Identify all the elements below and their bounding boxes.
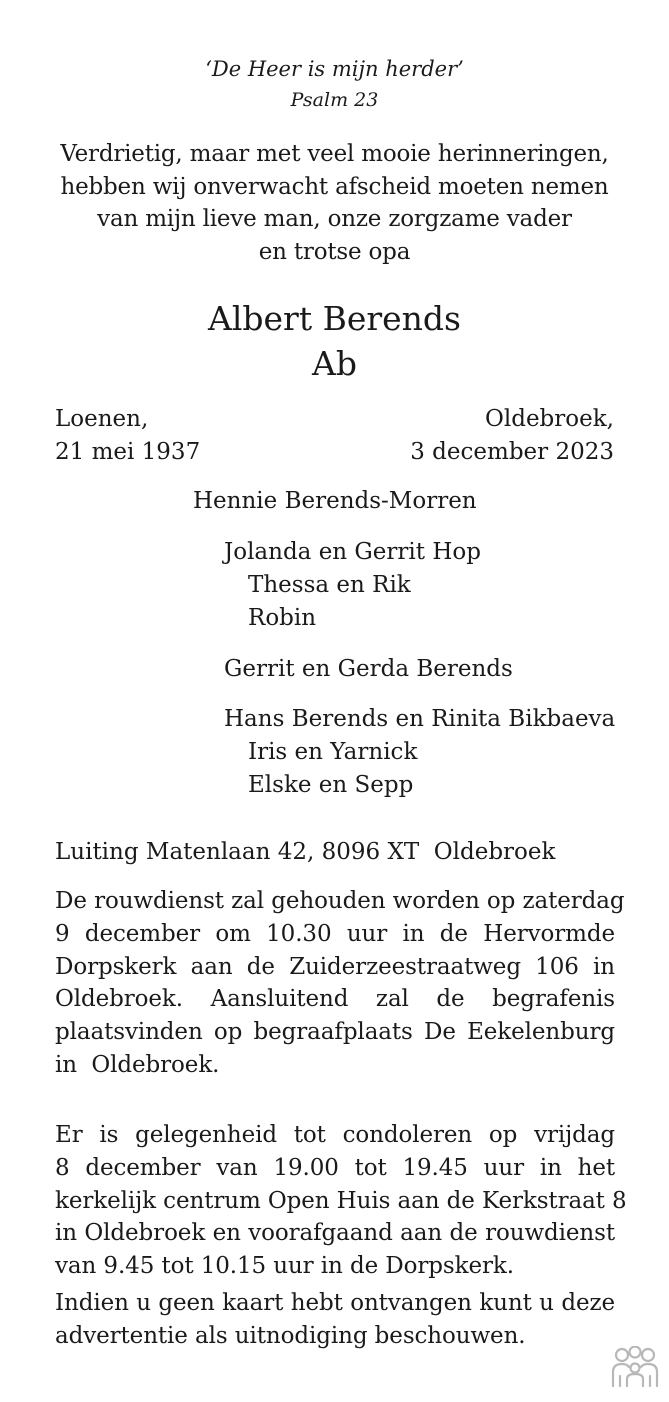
family-child: Robin [248, 605, 317, 631]
service-line: in Oldebroek. [55, 1051, 220, 1078]
condolence-line: in Oldebroek en voorafgaand aan de rouwdienst [55, 1220, 615, 1247]
motto-quote: ‘De Heer is mijn herder’ [205, 57, 464, 81]
service-line: Oldebroek. Aansluitend zal de begrafenis [55, 986, 615, 1013]
birth-date: 21 mei 1937 [55, 439, 201, 465]
family-group-icon [608, 1346, 662, 1388]
intro-line: Verdrietig, maar met veel mooie herinneringen, [60, 141, 609, 167]
service-line: De rouwdienst zal gehouden worden op zaterdag [55, 888, 625, 914]
intro-text [0, 138, 669, 268]
family-child: Thessa en Rik [248, 572, 411, 598]
deceased-name: Albert Berends [208, 299, 461, 338]
service-line: 9 december om 10.30 uur in de Hervormde [55, 920, 615, 947]
home-address: Luiting Matenlaan 42, 8096 XT Oldebroek [55, 839, 556, 865]
closing-paragraph [55, 1287, 615, 1353]
closing-line: advertentie als uitnodiging beschouwen. [55, 1322, 526, 1349]
service-line: plaatsvinden op begraafplaats De Eekelenburg [55, 1019, 615, 1046]
family-child: Iris en Yarnick [248, 739, 418, 765]
condolence-line: van 9.45 tot 10.15 uur in de Dorpskerk. [55, 1253, 514, 1280]
deceased-nickname: Ab [312, 344, 357, 383]
service-paragraph [55, 885, 625, 1082]
family-parents: Jolanda en Gerrit Hop [224, 539, 481, 565]
family-parents: Gerrit en Gerda Berends [224, 656, 513, 682]
service-line: Dorpskerk aan de Zuiderzeestraatweg 106 in [55, 953, 615, 980]
condolence-line: Er is gelegenheid tot condoleren op vrijdag [55, 1122, 615, 1148]
closing-line: Indien u geen kaart hebt ontvangen kunt u deze [55, 1290, 615, 1316]
condolence-paragraph [55, 1119, 627, 1283]
condolence-line: 8 december van 19.00 tot 19.45 uur in het [55, 1154, 615, 1181]
spouse-name: Hennie Berends-Morren [193, 488, 477, 514]
condolence-line: kerkelijk centrum Open Huis aan de Kerkstraat 8 [55, 1187, 627, 1214]
family-child: Elske en Sepp [248, 772, 414, 798]
intro-line: en trotse opa [258, 238, 411, 265]
death-place: Oldebroek, [485, 406, 614, 432]
death-date: 3 december 2023 [410, 439, 614, 465]
birth-place: Loenen, [55, 406, 149, 432]
motto-source: Psalm 23 [290, 89, 379, 111]
intro-line: hebben wij onverwacht afscheid moeten nemen [60, 173, 609, 200]
intro-line: van mijn lieve man, onze zorgzame vader [97, 206, 572, 232]
family-parents: Hans Berends en Rinita Bikbaeva [224, 706, 616, 732]
